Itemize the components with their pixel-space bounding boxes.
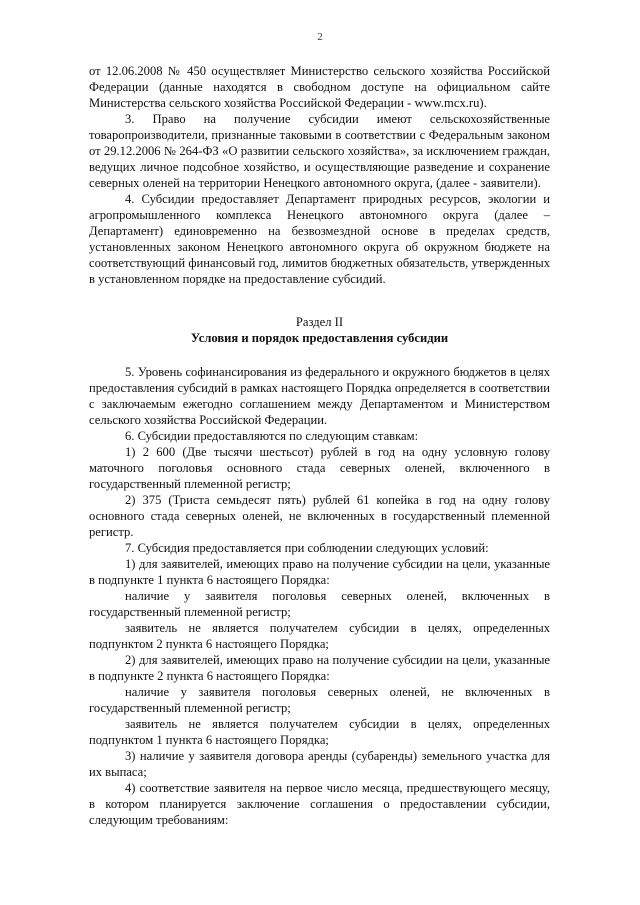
spacer <box>89 346 550 364</box>
section-label: Раздел II <box>295 315 344 329</box>
paragraph-item-4: 4. Субсидии предоставляет Департамент природных ресурсов, экологии и агропромышленного комплекса Ненецкого автономного округа (далее – Департамент) единовременно на безвозмездной основе в пределах средств, установленных законом Ненецкого автономного округа об окружном бюджете на соответствующий финансовый год, лимитов бюджетных обязательств, утвержденных в установленном порядке на предоставление субсидий. <box>89 192 550 286</box>
paragraph-item-6-1: 1) 2 600 (Две тысячи шестьсот) рублей в год на одну условную голову маточного поголовья основного стада северных оленей, включенного в государственный племенной регистр; <box>89 445 550 491</box>
paragraph-item-6: 6. Субсидии предоставляются по следующим ставкам: <box>125 429 419 443</box>
paragraph-continuation: от 12.06.2008 № 450 осуществляет Министерство сельского хозяйства Российской Федерации (данные находятся в свободном доступе на официальном сайте Министерства сельского хозяйства Российской Федерации - www.mcx.ru). <box>89 64 550 110</box>
paragraph-item-3: 3. Право на получение субсидии имеют сельскохозяйственные товаропроизводители, признанные таковыми в соответствии с Федеральным законом от 29.12.2006 № 264-ФЗ «О развитии сельского хозяйства», за исключением граждан, ведущих личное подсобное хозяйство, и осуществляющие разведение и сохранение северных оленей на территории Ненецкого автономного округа, (далее - заявители). <box>89 112 550 190</box>
paragraph-item-7-2: 2) для заявителей, имеющих право на получение субсидии на цели, указанные в подпункте 2 пункта 6 настоящего Порядка: <box>89 653 550 683</box>
document-body <box>89 63 550 828</box>
paragraph-item-7: 7. Субсидия предоставляется при соблюдении следующих условий: <box>125 541 489 555</box>
paragraph-item-5: 5. Уровень софинансирования из федерального и окружного бюджетов в целях предоставления субсидий в рамках настоящего Порядка определяется в соответствии с заключаемым ежегодно соглашением между Департаментом и Министерством сельского хозяйства Российской Федерации. <box>89 365 550 427</box>
page-number: 2 <box>317 31 323 43</box>
paragraph-item-7-3: 3) наличие у заявителя договора аренды (субаренды) земельного участка для их выпаса; <box>89 749 550 779</box>
section-title: Условия и порядок предоставления субсидии <box>190 331 449 345</box>
section-heading <box>89 314 550 346</box>
paragraph-item-7-1-b: заявитель не является получателем субсидии в целях, определенных подпунктом 2 пункта 6 настоящего Порядка; <box>89 621 550 651</box>
paragraph-item-7-1-a: наличие у заявителя поголовья северных оленей, включенных в государственный племенной регистр; <box>89 589 550 619</box>
paragraph-item-7-2-a: наличие у заявителя поголовья северных оленей, не включенных в государственный племенной регистр; <box>89 685 550 715</box>
paragraph-item-7-4: 4) соответствие заявителя на первое число месяца, предшествующего месяцу, в котором планируется заключение соглашения о предоставлении субсидии, следующим требованиям: <box>89 781 550 827</box>
paragraph-item-6-2: 2) 375 (Триста семьдесят пять) рублей 61 копейка в год на одну голову основного стада северных оленей, не включенных в государственный племенной регистр. <box>89 493 550 539</box>
paragraph-item-7-2-b: заявитель не является получателем субсидии в целях, определенных подпунктом 1 пункта 6 настоящего Порядка; <box>89 717 550 747</box>
paragraph-item-7-1: 1) для заявителей, имеющих право на получение субсидии на цели, указанные в подпункте 1 пункта 6 настоящего Порядка: <box>89 557 550 587</box>
